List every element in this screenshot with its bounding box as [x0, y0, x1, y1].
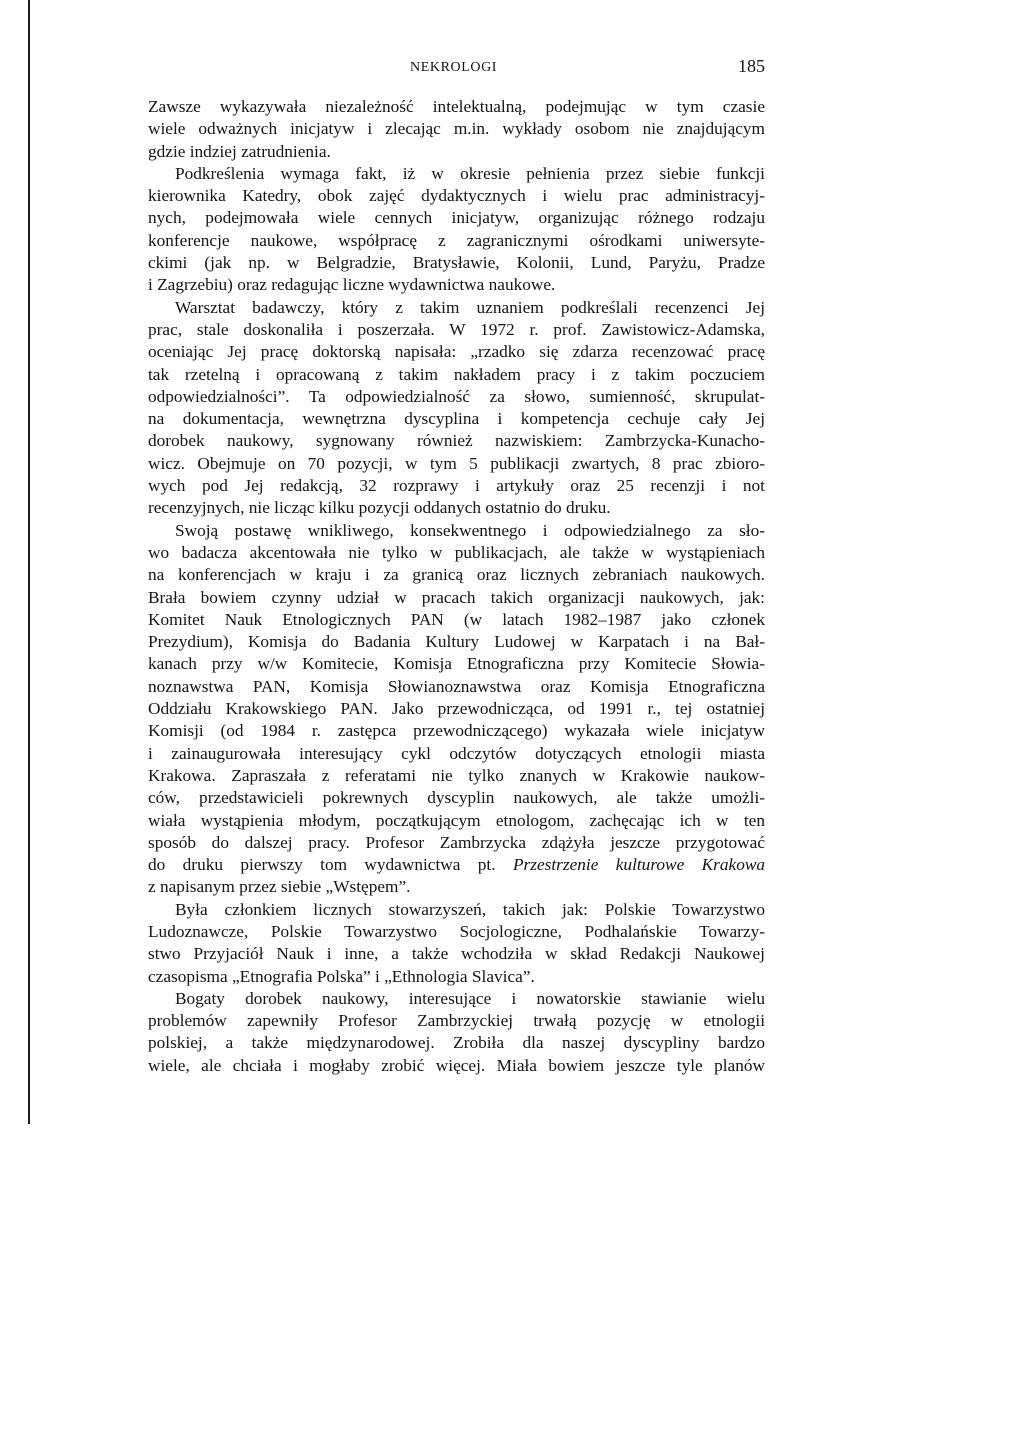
text-line: czasopisma „Etnografia Polska” i „Ethnologia Slavica”. [148, 966, 535, 986]
text-line: z napisanym przez siebie „Wstępem”. [148, 877, 411, 897]
text-line: Swoją postawę wnikliwego, konsekwentnego i odpowiedzialnego za sło- [175, 520, 765, 540]
text-line: Oddziału Krakowskiego PAN. Jako przewodnicząca, od 1991 r., tej ostatniej [148, 699, 765, 719]
text-line: Komitet Nauk Etnologicznych PAN (w latach 1982–1987 jako członek [148, 609, 765, 629]
text-line-mixed [148, 854, 765, 876]
text-line: oceniając Jej pracę doktorską napisała: „rzadko się zdarza recenzować pracę [148, 342, 765, 362]
text-line: wiele odważnych inicjatyw i zlecając m.in. wykłady osobom nie znajdującym [148, 119, 765, 139]
running-head: NEKROLOGI [410, 60, 498, 75]
text-line: odpowiedzialności”. Ta odpowiedzialność za słowo, sumienność, skrupulat- [148, 386, 765, 406]
text-line: Podkreślenia wymaga fakt, iż w okresie pełnienia przez siebie funkcji [175, 163, 765, 183]
text-line: polskiej, a także międzynarodowej. Zrobiła dla naszej dyscypliny bardzo [148, 1033, 765, 1053]
text-line: konferencje naukowe, współpracę z zagranicznymi ośrodkami uniwersyte- [148, 230, 765, 250]
text-line: stwo Przyjaciół Nauk i inne, a także wchodziła w skład Redakcji Naukowej [148, 944, 765, 964]
text-line: wo badacza akcentowała nie tylko w publikacjach, ale także w wystąpieniach [148, 542, 765, 562]
text-line: noznawstwa PAN, Komisja Słowianoznawstwa oraz Komisja Etnograficzna [148, 676, 765, 696]
text-line: sposób do dalszej pracy. Profesor Zambrzycka zdążyła jeszcze przygotować [148, 832, 765, 852]
text-line: Komisji (od 1984 r. zastępca przewodniczącego) wykazała wiele inicjatyw [148, 721, 765, 741]
text-line: wiele, ale chciała i mogłaby zrobić więcej. Miała bowiem jeszcze tyle planów [148, 1055, 765, 1075]
scan-edge-line [28, 0, 30, 1124]
text-line: i zainaugurowała interesujący cykl odczytów dotyczących etnologii miasta [148, 743, 765, 763]
text-line: Brała bowiem czynny udział w pracach takich organizacji naukowych, jak: [148, 587, 765, 607]
page-number: 185 [738, 56, 765, 76]
text-line: Zawsze wykazywała niezależność intelektualną, podejmując w tym czasie [148, 97, 765, 116]
text-line: nych, podejmowała wiele cennych inicjatyw, organizując różnego rodzaju [148, 208, 765, 228]
text-line: wych pod Jej redakcją, 32 rozprawy i artykuły oraz 25 recenzji i not [148, 476, 765, 496]
text-line: kierownika Katedry, obok zajęć dydaktycznych i wielu prac administracyj- [148, 186, 765, 206]
book-title: Przestrzenie kulturowe Krakowa [512, 855, 765, 875]
text-line: prac, stale doskonaliła i poszerzała. W 1972 r. prof. Zawistowicz-Adamska, [148, 319, 765, 339]
text-line: wicz. Obejmuje on 70 pozycji, w tym 5 publikacji zwartych, 8 prac zbioro- [148, 453, 765, 473]
text-line: dorobek naukowy, sygnowany również nazwiskiem: Zambrzycka-Kunacho- [148, 431, 765, 451]
text-line: kanach przy w/w Komitecie, Komisja Etnograficzna przy Komitecie Słowia- [148, 654, 765, 674]
text-line: recenzyjnych, nie licząc kilku pozycji oddanych ostatnio do druku. [148, 498, 611, 518]
text-line: ckimi (jak np. w Belgradzie, Bratysławie, Kolonii, Lund, Paryżu, Pradze [148, 253, 765, 273]
text-line: ców, przedstawicieli pokrewnych dyscyplin naukowych, ale także umożli- [148, 788, 765, 808]
text-line: Bogaty dorobek naukowy, interesujące i nowatorskie stawianie wielu [175, 988, 765, 1008]
text-line: i Zagrzebiu) oraz redagując liczne wydawnictwa naukowe. [148, 275, 556, 295]
text-line: gdzie indziej zatrudnienia. [148, 141, 331, 161]
text-line-segment: do druku pierwszy tom wydawnictwa pt. [148, 855, 513, 875]
text-line: Ludoznawcze, Polskie Towarzystwo Socjologiczne, Podhalańskie Towarzy- [148, 921, 765, 941]
body-text [148, 96, 765, 1077]
text-line: Prezydium), Komisja do Badania Kultury Ludowej w Karpatach i na Bał- [148, 632, 765, 652]
text-line: Warsztat badawczy, który z takim uznaniem podkreślali recenzenci Jej [175, 297, 765, 317]
text-line: na dokumentacja, wewnętrzna dyscyplina i kompetencja cechuje cały Jej [148, 409, 765, 429]
page-header [410, 56, 765, 82]
text-line: Krakowa. Zapraszała z referatami nie tylko znanych w Krakowie naukow- [148, 765, 765, 785]
text-line: wiała wystąpienia młodym, początkującym etnologom, zachęcając ich w ten [148, 810, 765, 830]
text-line: Była członkiem licznych stowarzyszeń, takich jak: Polskie Towarzystwo [175, 899, 765, 919]
text-line: problemów zapewniły Profesor Zambrzyckiej trwałą pozycję w etnologii [148, 1011, 765, 1031]
text-line: tak rzetelną i opracowaną z takim nakładem pracy i z takim poczuciem [148, 364, 765, 384]
text-line: na konferencjach w kraju i za granicą oraz licznych zebraniach naukowych. [148, 565, 765, 585]
